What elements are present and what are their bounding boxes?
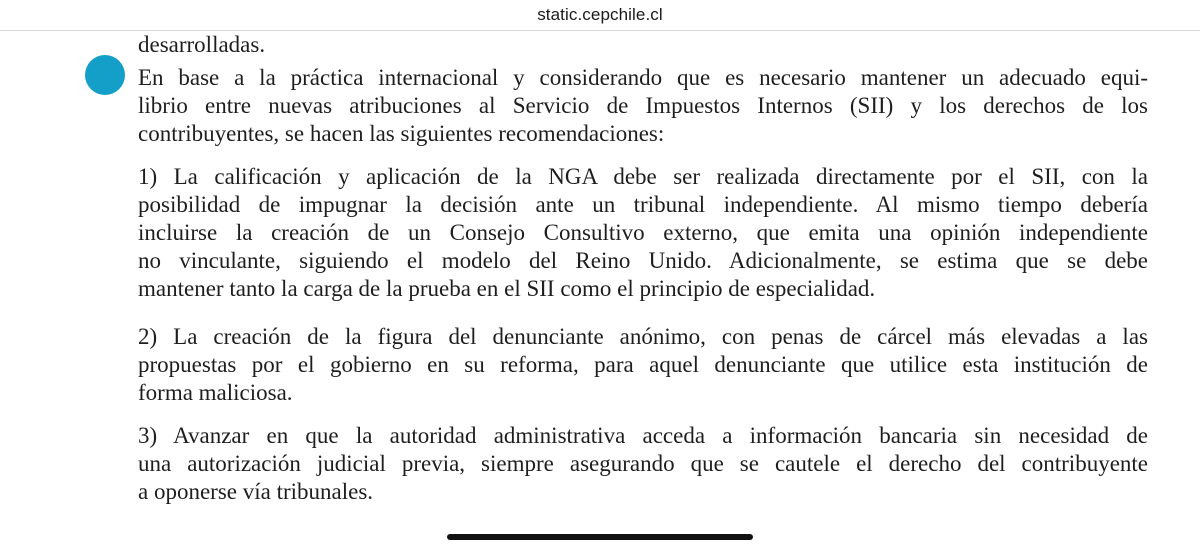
- text-line: contribuyentes, se hacen las siguientes recomendaciones:: [138, 121, 665, 146]
- text-line: una autorización judicial previa, siempre asegurando que se cautele el derecho del contribuyente: [138, 451, 1148, 476]
- text-line: 2) La creación de la figura del denunciante anónimo, con penas de cárcel más elevadas a las: [138, 324, 1148, 349]
- paragraph-fragment: [138, 31, 1148, 59]
- text-line: incluirse la creación de un Consejo Consultivo externo, que emita una opinión independiente: [138, 220, 1148, 245]
- text-line: 1) La calificación y aplicación de la NGA debe ser realizada directamente por el SII, con la: [138, 164, 1148, 189]
- paragraph-recommendation-2: [138, 323, 1148, 407]
- document-page: [0, 31, 1200, 554]
- text-line: desarrolladas.: [138, 32, 266, 57]
- url-text[interactable]: static.cepchile.cl: [537, 5, 663, 24]
- text-line: forma maliciosa.: [138, 380, 293, 405]
- text-line: no vinculante, siguiendo el modelo del Reino Unido. Adicionalmente, se estima que se debe: [138, 248, 1148, 273]
- text-line: a oponerse vía tribunales.: [138, 479, 374, 504]
- home-indicator[interactable]: [447, 534, 753, 540]
- browser-url-bar[interactable]: [0, 0, 1200, 31]
- text-line: En base a la práctica internacional y considerando que es necesario mantener un adecuado equi-: [138, 65, 1148, 90]
- paragraph-intro: [138, 64, 1148, 148]
- text-line: mantener tanto la carga de la prueba en el SII como el principio de especialidad.: [138, 276, 876, 301]
- bullet-dot-icon: [85, 55, 125, 95]
- text-line: 3) Avanzar en que la autoridad administrativa acceda a información bancaria sin necesidad de: [138, 423, 1148, 448]
- paragraph-recommendation-1: [138, 163, 1148, 303]
- text-line: posibilidad de impugnar la decisión ante un tribunal independiente. Al mismo tiempo debería: [138, 192, 1148, 217]
- text-line: librio entre nuevas atribuciones al Servicio de Impuestos Internos (SII) y los derechos de los: [138, 93, 1148, 118]
- text-line: propuestas por el gobierno en su reforma, para aquel denunciante que utilice esta institución de: [138, 352, 1148, 377]
- paragraph-recommendation-3: [138, 422, 1148, 506]
